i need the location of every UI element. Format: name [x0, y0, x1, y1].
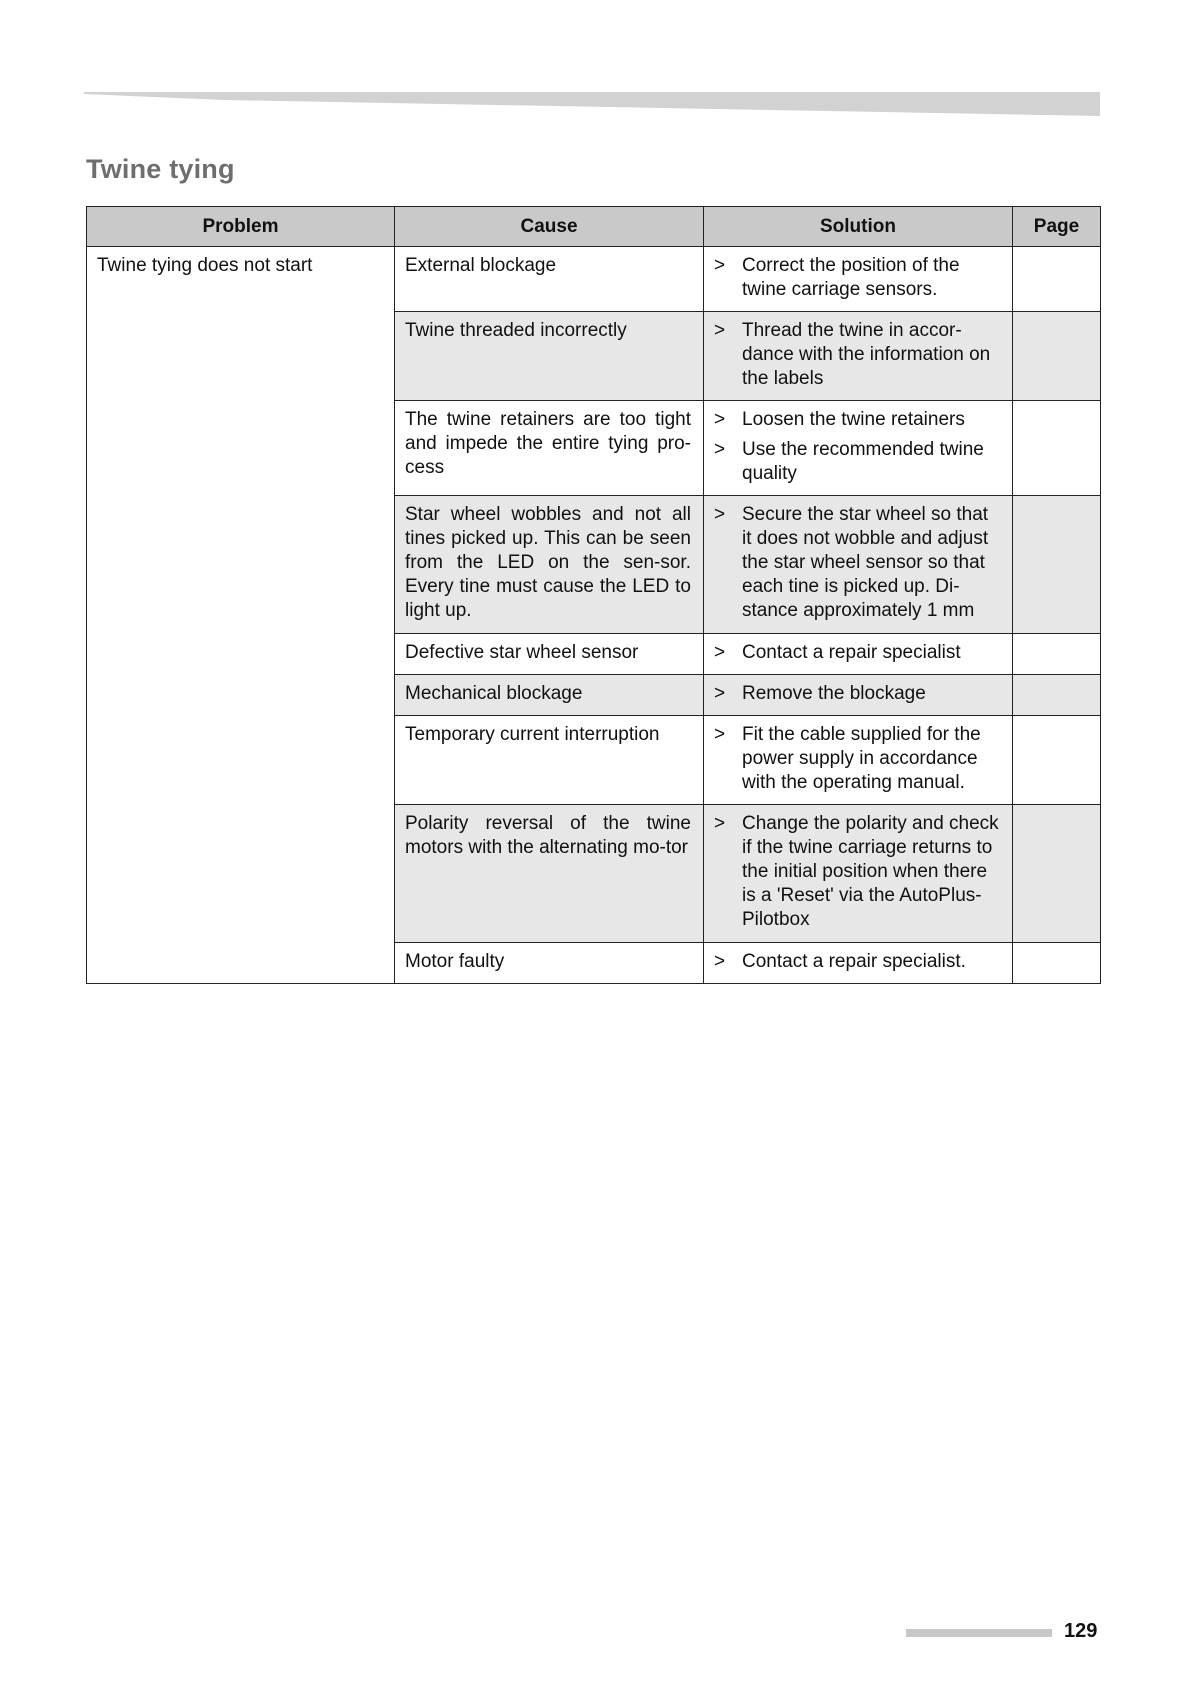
solution-item [714, 682, 1000, 706]
solution-text: Change the polarity and check if the twine carriage returns to the initial position when there is a 'Reset' via the AutoPlus-Pilotbox [742, 813, 999, 930]
solution-marker: > [714, 813, 726, 834]
page-cell [1013, 805, 1101, 943]
solution-item [714, 319, 1000, 391]
header-decorative-band [84, 90, 1100, 116]
header-cause: Cause [395, 207, 704, 247]
solution-item [714, 812, 1000, 932]
solution-marker: > [714, 320, 726, 341]
cause-cell: Motor faulty [395, 943, 704, 984]
solution-cell [704, 675, 1013, 716]
solution-cell [704, 943, 1013, 984]
solution-text: Contact a repair specialist. [742, 951, 966, 972]
solution-cell [704, 716, 1013, 805]
cause-cell: Twine threaded incorrectly [395, 312, 704, 401]
solution-item [714, 641, 1000, 665]
table-row [87, 247, 1101, 312]
header-band-shape [84, 90, 1100, 116]
page-cell [1013, 634, 1101, 675]
solution-text: Secure the star wheel so that it does not wobble and adjust the star wheel sensor so that each tine is picked up. Di-stance approximately 1 mm [742, 504, 989, 621]
solution-marker: > [714, 504, 726, 525]
solution-marker: > [714, 951, 726, 972]
solution-text: Use the recommended twine quality [742, 439, 984, 484]
solution-marker: > [714, 409, 726, 430]
header-solution: Solution [704, 207, 1013, 247]
solution-text: Thread the twine in accor-dance with the information on the labels [742, 320, 991, 389]
solution-text: Correct the position of the twine carriage sensors. [742, 255, 960, 300]
solution-marker: > [714, 724, 726, 745]
cause-cell: Mechanical blockage [395, 675, 704, 716]
solution-cell [704, 634, 1013, 675]
solution-item [714, 438, 1000, 486]
cause-cell: Temporary current interruption [395, 716, 704, 805]
page-number: 129 [1064, 1620, 1098, 1642]
troubleshooting-table [86, 206, 1101, 984]
solution-cell [704, 496, 1013, 634]
solution-marker: > [714, 255, 726, 276]
solution-item [714, 950, 1000, 974]
page-cell [1013, 312, 1101, 401]
page-cell [1013, 716, 1101, 805]
cause-cell: External blockage [395, 247, 704, 312]
solution-marker: > [714, 642, 726, 663]
page-cell [1013, 675, 1101, 716]
cause-cell: The twine retainers are too tight and impede the entire tying pro-cess [395, 401, 704, 496]
solution-text: Loosen the twine retainers [742, 409, 965, 430]
cause-cell: Defective star wheel sensor [395, 634, 704, 675]
solution-cell [704, 805, 1013, 943]
header-problem: Problem [87, 207, 395, 247]
problem-cell: Twine tying does not start [87, 247, 395, 984]
solution-cell [704, 401, 1013, 496]
page-cell [1013, 401, 1101, 496]
solution-marker: > [714, 683, 726, 704]
solution-marker: > [714, 439, 726, 460]
solution-text: Fit the cable supplied for the power supply in accordance with the operating manual. [742, 724, 981, 793]
section-title: Twine tying [86, 154, 235, 184]
solution-item [714, 503, 1000, 623]
solution-cell [704, 312, 1013, 401]
header-page: Page [1013, 207, 1101, 247]
solution-cell [704, 247, 1013, 312]
solution-text: Contact a repair specialist [742, 642, 961, 663]
solution-text: Remove the blockage [742, 683, 926, 704]
page-cell [1013, 247, 1101, 312]
cause-cell: Polarity reversal of the twine motors with the alternating mo-tor [395, 805, 704, 943]
solution-item [714, 254, 1000, 302]
page-cell [1013, 496, 1101, 634]
footer-decorative-bar [906, 1629, 1052, 1637]
solution-item [714, 723, 1000, 795]
page-cell [1013, 943, 1101, 984]
cause-cell: Star wheel wobbles and not all tines picked up. This can be seen from the LED on the sen-sor. Every tine must cause the LED to light up. [395, 496, 704, 634]
solution-item [714, 408, 1000, 432]
table-header-row [87, 207, 1101, 247]
